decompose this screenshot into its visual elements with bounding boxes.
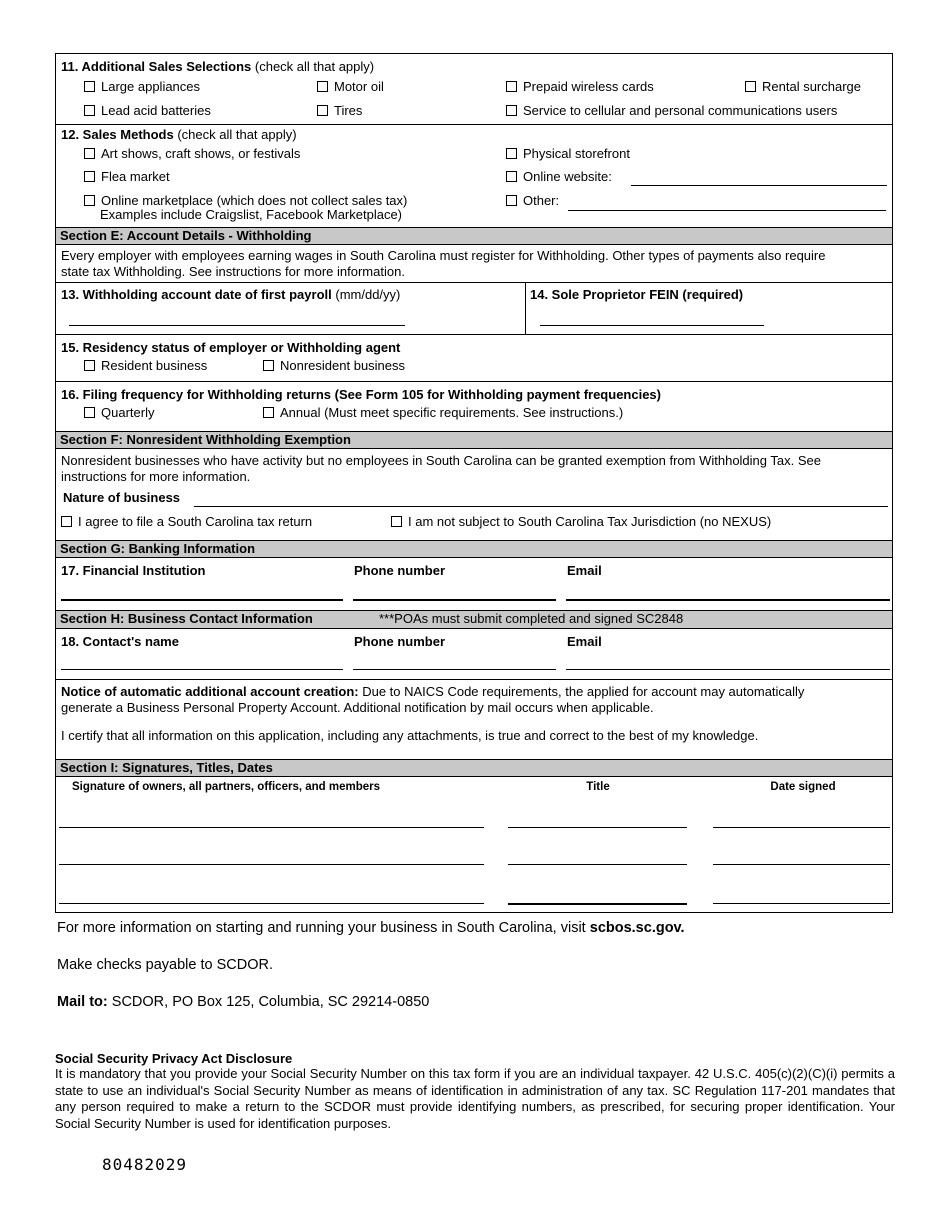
checkbox-icon — [506, 105, 517, 116]
form-code: 80482029 — [102, 1155, 188, 1174]
section-f-text-line: Nonresident businesses who have activity but no employees in South Carolina can be granted exemption from Withholding Tax. See — [61, 453, 821, 468]
more-info-label: For more information on starting and running your business in South Carolina, visit — [57, 920, 590, 936]
q18-label: 18. Contact's name — [61, 634, 179, 649]
fein-field[interactable] — [540, 325, 764, 326]
date-field[interactable] — [713, 903, 890, 904]
checkbox-label: Prepaid wireless cards — [523, 79, 654, 94]
checks-payable-text: Make checks payable to SCDOR. — [57, 957, 273, 973]
checkbox-rental-surcharge[interactable] — [745, 79, 861, 94]
radio-nonresident-business[interactable] — [263, 358, 405, 373]
checkbox-tires[interactable] — [317, 103, 362, 118]
notice-title: Notice of automatic additional account creation: — [61, 684, 359, 699]
other-field[interactable] — [568, 210, 886, 211]
q12-title: 12. Sales Methods — [61, 127, 174, 142]
q11-hint: (check all that apply) — [254, 59, 375, 74]
checkbox-icon — [391, 516, 402, 527]
checkbox-cellular-service[interactable] — [506, 103, 837, 118]
automatic-account-notice — [61, 684, 887, 716]
bank-email-field[interactable] — [566, 599, 890, 601]
checkbox-label: Online website: — [523, 169, 612, 184]
title-field[interactable] — [508, 864, 687, 865]
q11-heading — [61, 59, 374, 74]
checkbox-icon — [84, 407, 95, 418]
checkbox-icon — [61, 516, 72, 527]
checkbox-no-nexus[interactable] — [391, 514, 771, 529]
notice-text: generate a Business Personal Property Account. Additional notification by mail occurs when applicable. — [61, 700, 654, 715]
section-f-header: Section F: Nonresident Withholding Exemption — [56, 431, 892, 449]
mailing-address — [57, 994, 429, 1010]
checkbox-lead-acid-batteries[interactable] — [84, 103, 211, 118]
checkbox-icon — [263, 360, 274, 371]
checkbox-large-appliances[interactable] — [84, 79, 200, 94]
checkbox-icon — [317, 105, 328, 116]
section-e-header: Section E: Account Details - Withholding — [56, 227, 892, 245]
checkbox-icon — [84, 360, 95, 371]
divider — [56, 282, 892, 283]
bank-email-label: Email — [567, 563, 602, 578]
contact-phone-label: Phone number — [354, 634, 446, 649]
mail-to-label: Mail to: — [57, 994, 108, 1010]
radio-resident-business[interactable] — [84, 358, 207, 373]
checkbox-label: Resident business — [101, 358, 208, 373]
date-field[interactable] — [713, 864, 890, 865]
notice-text: Due to NAICS Code requirements, the applied for account may automatically — [358, 684, 805, 699]
checkbox-icon — [263, 407, 274, 418]
q17-label: 17. Financial Institution — [61, 563, 206, 578]
checkbox-art-shows[interactable] — [84, 146, 300, 161]
privacy-title: Social Security Privacy Act Disclosure — [55, 1051, 293, 1066]
divider — [56, 124, 892, 125]
checkbox-other[interactable] — [506, 193, 559, 208]
contact-email-field[interactable] — [566, 669, 890, 670]
checkbox-label: I am not subject to South Carolina Tax Jurisdiction (no NEXUS) — [408, 514, 772, 529]
checkbox-icon — [84, 148, 95, 159]
checkbox-label: Quarterly — [101, 405, 155, 420]
q15-title: 15. Residency status of employer or Withholding agent — [61, 340, 401, 355]
contact-email-label: Email — [567, 634, 602, 649]
checkbox-icon — [84, 105, 95, 116]
q13-label — [61, 287, 400, 302]
bank-phone-label: Phone number — [354, 563, 446, 578]
radio-quarterly[interactable] — [84, 405, 154, 420]
checkbox-motor-oil[interactable] — [317, 79, 384, 94]
checkbox-label: Nonresident business — [280, 358, 406, 373]
checkbox-icon — [745, 81, 756, 92]
signature-field[interactable] — [59, 827, 484, 828]
signature-field[interactable] — [59, 903, 484, 904]
section-f-description — [61, 453, 887, 485]
checkbox-label: Lead acid batteries — [101, 103, 211, 118]
checkbox-label: Rental surcharge — [762, 79, 861, 94]
nature-of-business-label: Nature of business — [63, 490, 181, 505]
date-column-header: Date signed — [770, 781, 836, 793]
scbos-link[interactable]: scbos.sc.gov. — [589, 920, 685, 936]
signature-column-header: Signature of owners, all partners, officers, and members — [71, 781, 381, 793]
certification-statement: I certify that all information on this application, including any attachments, is true and correct to the best of my knowledge. — [61, 728, 759, 743]
section-e-description — [61, 248, 887, 280]
section-h-title: Section H: Business Contact Information — [60, 611, 313, 626]
section-g-header: Section G: Banking Information — [56, 540, 892, 558]
title-field[interactable] — [508, 827, 687, 828]
mail-address-text: SCDOR, PO Box 125, Columbia, SC 29214-0850 — [107, 994, 430, 1010]
divider — [56, 381, 892, 382]
checkbox-label: Art shows, craft shows, or festivals — [101, 146, 301, 161]
first-payroll-date-field[interactable] — [69, 325, 405, 326]
title-column-header: Title — [586, 781, 610, 793]
q16-title: 16. Filing frequency for Withholding returns (See Form 105 for Withholding payment frequencies) — [61, 387, 661, 402]
q12-heading — [61, 127, 297, 142]
privacy-text: It is mandatory that you provide your Social Security Number on this tax form if you are an individual taxpayer. 42 U.S.C. 405(c)(2)(C)(i) permits a state to use an individual's Social Security Number as means of identification in administration of any tax. SC Regulation 117-201 mandates that any person required to make a return to the SCDOR must provide identifying numbers, as prescribed, for securing proper identification. Your Social Security Number is used for identification purposes. — [55, 1066, 895, 1131]
section-i-header: Section I: Signatures, Titles, Dates — [56, 759, 892, 777]
checkbox-icon — [84, 171, 95, 182]
checkbox-prepaid-wireless[interactable] — [506, 79, 654, 94]
divider — [525, 282, 526, 334]
q13-hint: (mm/dd/yy) — [335, 287, 401, 302]
contact-phone-field[interactable] — [353, 669, 556, 670]
checkbox-icon — [506, 148, 517, 159]
section-e-text-line: state tax Withholding. See instructions for more information. — [61, 264, 405, 279]
checkbox-label: Large appliances — [101, 79, 201, 94]
online-marketplace-examples: Examples include Craigslist, Facebook Marketplace) — [100, 207, 403, 222]
q11-title: 11. Additional Sales Selections — [61, 59, 252, 74]
signature-field[interactable] — [59, 864, 484, 865]
section-h-header — [56, 610, 892, 629]
poa-note: ***POAs must submit completed and signed SC2848 — [379, 611, 684, 626]
section-f-text-line: instructions for more information. — [61, 469, 251, 484]
checkbox-label: Annual (Must meet specific requirements. See instructions.) — [280, 405, 624, 420]
q12-hint: (check all that apply) — [177, 127, 297, 142]
application-form — [55, 53, 893, 913]
checkbox-icon — [506, 81, 517, 92]
checkbox-flea-market[interactable] — [84, 169, 170, 184]
checkbox-label: Flea market — [101, 169, 170, 184]
checkbox-label: I agree to file a South Carolina tax return — [78, 514, 313, 529]
checkbox-icon — [84, 195, 95, 206]
checkbox-label: Motor oil — [334, 79, 384, 94]
checkbox-icon — [506, 195, 517, 206]
checkbox-icon — [506, 171, 517, 182]
checkbox-label: Other: — [523, 193, 560, 208]
date-field[interactable] — [713, 827, 890, 828]
financial-institution-field[interactable] — [61, 599, 343, 601]
q13-title: 13. Withholding account date of first payroll — [61, 287, 332, 302]
checkbox-physical-storefront[interactable] — [506, 146, 630, 161]
q14-title: 14. Sole Proprietor FEIN (required) — [530, 287, 744, 302]
checkbox-online-marketplace[interactable] — [84, 193, 407, 208]
divider — [56, 679, 892, 680]
checkbox-icon — [317, 81, 328, 92]
checkbox-agree-file-return[interactable] — [61, 514, 312, 529]
title-field[interactable] — [508, 903, 687, 905]
contact-name-field[interactable] — [61, 669, 343, 670]
more-info-text — [57, 920, 685, 936]
checkbox-online-website[interactable] — [506, 169, 612, 184]
section-e-text-line: Every employer with employees earning wages in South Carolina must register for Withholding. Other types of payments also require — [61, 248, 826, 263]
radio-annual[interactable] — [263, 405, 623, 420]
checkbox-label: Online marketplace (which does not collect sales tax) — [101, 193, 408, 208]
checkbox-icon — [84, 81, 95, 92]
checkbox-label: Tires — [334, 103, 363, 118]
divider — [56, 334, 892, 335]
checkbox-label: Physical storefront — [523, 146, 630, 161]
checkbox-label: Service to cellular and personal communications users — [523, 103, 838, 118]
bank-phone-field[interactable] — [353, 599, 556, 601]
nature-of-business-field[interactable] — [194, 506, 888, 507]
online-website-field[interactable] — [631, 185, 887, 186]
